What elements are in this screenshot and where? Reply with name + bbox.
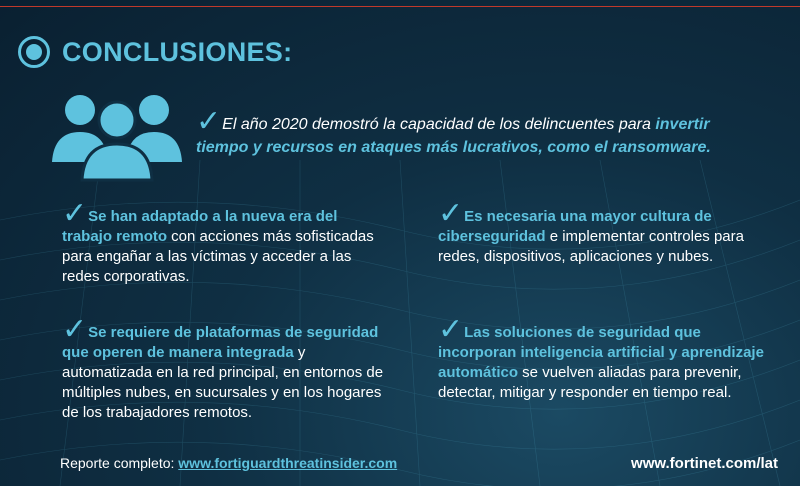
intro-text: El año 2020 demostró la capacidad de los delincuentes para (222, 116, 656, 133)
block-highlight: Se han adaptado a la nueva era del trabajo remoto (62, 208, 338, 245)
block-highlight: Las soluciones de seguridad que incorporan inteligencia artificial y aprendizaje automático (438, 324, 764, 381)
top-divider (0, 0, 800, 7)
block-text: con acciones más sofisticadas para engañar a las víctimas y acceder a las redes corporativas. (62, 228, 374, 285)
block-text: se vuelven aliadas para prevenir, detectar, mitigar y responder en tiempo real. (438, 364, 742, 401)
conclusion-block-ai-solutions (438, 312, 783, 403)
block-text: e implementar controles para redes, dispositivos, aplicaciones y nubes. (438, 228, 744, 265)
title-row (18, 36, 292, 68)
report-label: Reporte completo: (60, 455, 179, 471)
people-group-icon (42, 82, 192, 182)
conclusion-block-security-culture (438, 196, 778, 267)
report-link[interactable]: www.fortiguardthreatinsider.com (178, 455, 398, 471)
checkmark-icon: ✓ (438, 312, 464, 347)
intro-statement (196, 104, 756, 159)
conclusion-block-integrated-platforms (62, 312, 392, 423)
checkmark-icon: ✓ (62, 196, 88, 231)
fortinet-site-link[interactable]: www.fortinet.com/lat (631, 455, 778, 472)
block-text: y automatizada en la red principal, en entornos de múltiples nubes, en sucursales y en los hogares de los trabajadores remotos. (62, 344, 384, 421)
block-highlight: Es necesaria una mayor cultura de ciberseguridad (438, 208, 712, 245)
conclusion-block-remote-work (62, 196, 382, 287)
intro-highlight: invertir tiempo y recursos en ataques más lucrativos, como el ransomware. (196, 116, 711, 156)
checkmark-icon: ✓ (62, 312, 88, 347)
report-footer (60, 455, 397, 471)
block-highlight: Se requiere de plataformas de seguridad que operen de manera integrada (62, 324, 379, 361)
page-title: CONCLUSIONES: (62, 36, 293, 67)
checkmark-icon: ✓ (438, 196, 464, 231)
bullet-circle-icon (18, 36, 50, 68)
checkmark-icon: ✓ (196, 104, 222, 139)
